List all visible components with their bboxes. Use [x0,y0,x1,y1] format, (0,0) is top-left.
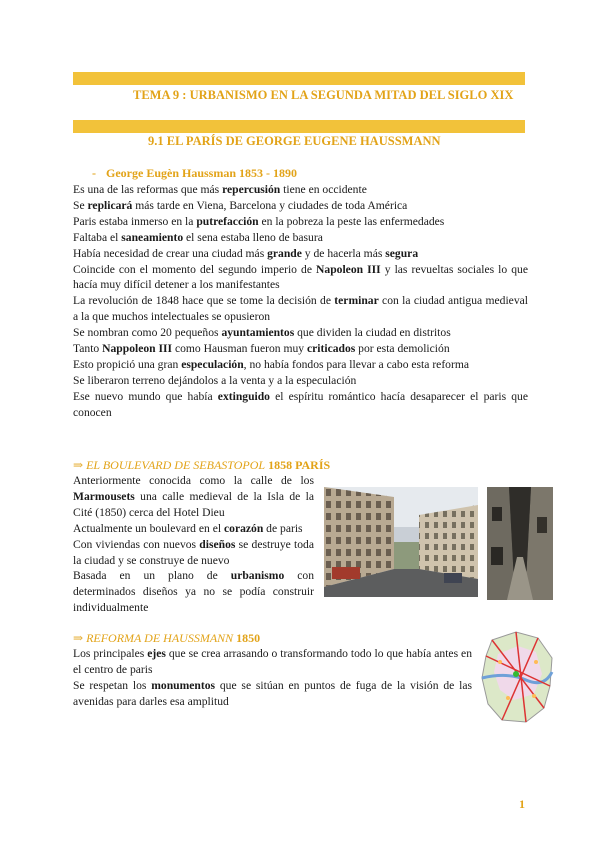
paragraph-line [73,230,528,246]
reforma-text [73,646,472,710]
reforma-year: 1850 [236,631,261,645]
paragraph-line [73,198,528,214]
text-run: Paris estaba inmerso en la [73,214,197,228]
arrow-icon: ⇒ [73,631,84,645]
emphasis-text: ayuntamientos [221,326,295,340]
text-run: La revolución de 1848 hace que se tome la decisión de [73,294,335,308]
text-run: Anteriormente conocida como la calle de los [73,474,314,487]
text-run: que se crea arrasando o transformando todo lo que había antes en el centro de paris [73,647,472,676]
paris-map-image [478,628,558,728]
text-run: Es una de las reformas que más [73,183,223,196]
text-run: Faltaba el [73,230,122,244]
boulevard-text [73,473,314,616]
section-title: 9.1 EL PARÍS DE GEORGE EUGENE HAUSSMANN [148,134,441,148]
emphasis-text: especulación [181,357,244,371]
emphasis-text: replicará [87,198,133,212]
emphasis-text: repercusión [222,183,281,196]
text-run: por esta demolición [355,342,450,356]
text-run: Esto propició una gran [73,357,182,371]
text-run: el sena estaba lleno de basura [183,230,323,244]
text-run: Ese nuevo mundo que había [73,389,218,403]
text-run: Tanto [73,342,103,356]
paragraph-line [73,262,528,294]
emphasis-text: extinguido [217,389,270,403]
text-run: Los principales [73,647,148,660]
text-run: Coincide con el momento del segundo imperio de [73,262,317,276]
paragraph-line [73,521,314,537]
emphasis-text: terminar [334,294,379,308]
subtitle-text: George Eugèn Haussman 1853 - 1890 [106,166,298,180]
text-run: tiene en occidente [280,183,367,196]
emphasis-text: corazón [224,521,264,535]
page-number: 1 [519,797,525,811]
paragraph-line [73,678,472,710]
text-run: con determinados diseños ya no se podía construir individualmente [73,569,314,615]
text-run: que se sitúan en puntos de fuga de la visión de las avenidas para darles esa amplitud [73,678,472,708]
reforma-heading [73,631,260,646]
reforma-title: REFORMA DE HAUSSMANN [86,631,234,645]
text-run: en la pobreza la peste las enfermedades [258,214,445,228]
paragraph-line [73,214,528,230]
emphasis-text: ejes [147,647,166,660]
page-title: TEMA 9 : URBANISMO EN LA SEGUNDA MITAD DEL SIGLO XIX [133,88,514,102]
paragraph-line [73,568,314,616]
emphasis-text: criticados [306,342,356,356]
paragraph-line [73,341,528,357]
text-run: y de hacerla más [301,246,386,260]
text-run: con la ciudad antigua medieval a la que muchos intelectuales se opusieron [73,294,528,324]
boulevard-photo [324,487,478,597]
text-run: de paris [263,521,303,535]
text-run: el espíritu romántico hacía desaparecer el paris que conocen [73,389,528,419]
boulevard-year: 1858 PARÍS [268,458,331,472]
emphasis-text: segura [385,246,419,260]
emphasis-text: diseños [199,537,236,551]
paragraph-line [73,537,314,569]
emphasis-text: grande [267,246,302,260]
emphasis-text: saneamiento [121,230,184,244]
text-run: Actualmente un boulevard en el [73,521,224,535]
emphasis-text: putrefacción [196,214,259,228]
emphasis-text: monumentos [151,678,216,692]
emphasis-text: Marmousets [73,489,135,503]
emphasis-text: urbanismo [230,569,285,583]
paragraph-line [73,389,528,421]
text-run: que dividen la ciudad en distritos [294,326,451,340]
text-run: Basada en un plano de [73,569,231,583]
text-run: Había necesidad de crear una ciudad más [73,246,268,260]
text-run: una calle medieval de la Isla de la Cité (1850) cerca del Hotel Dieu [73,489,314,519]
text-run: como Hausman fueron muy [172,342,307,356]
intro-paragraphs [73,182,528,421]
paragraph-line [73,357,528,373]
text-run: Se respetan los [73,678,152,692]
emphasis-text: Napoleon III [316,262,381,276]
text-run: Se liberaron terreno dejándolos a la venta y a la especulación [73,373,357,387]
paragraph-line [73,246,528,262]
paragraph-line [73,293,528,325]
text-run: y las revueltas sociales lo que hacía muy difícil detener a los manifestantes [73,262,528,292]
boulevard-heading [73,458,330,473]
subtitle-dash: - [92,166,96,180]
medieval-street-photo [487,487,553,600]
paragraph-line [73,646,472,678]
paragraph-line [73,373,528,389]
text-run: , no había fondos para llevar a cabo esta reforma [243,357,470,371]
text-run: Se nombran como 20 pequeños [73,326,222,340]
header-bar-top [73,72,525,85]
subtitle [92,166,297,181]
text-run: Con viviendas con nuevos [73,537,200,551]
paragraph-line [73,182,528,198]
arrow-icon: ⇒ [73,458,84,472]
text-run: se destruye toda la ciudad y se construye de nuevo [73,537,314,567]
boulevard-title: EL BOULEVARD DE SEBASTOPOL [86,458,266,472]
header-bar-section [73,120,525,133]
text-run: más tarde en Viena, Barcelona y ciudades de toda América [132,198,408,212]
paragraph-line [73,325,528,341]
text-run: Se [73,198,88,212]
emphasis-text: Nappoleon III [102,342,173,356]
paragraph-line [73,473,314,521]
